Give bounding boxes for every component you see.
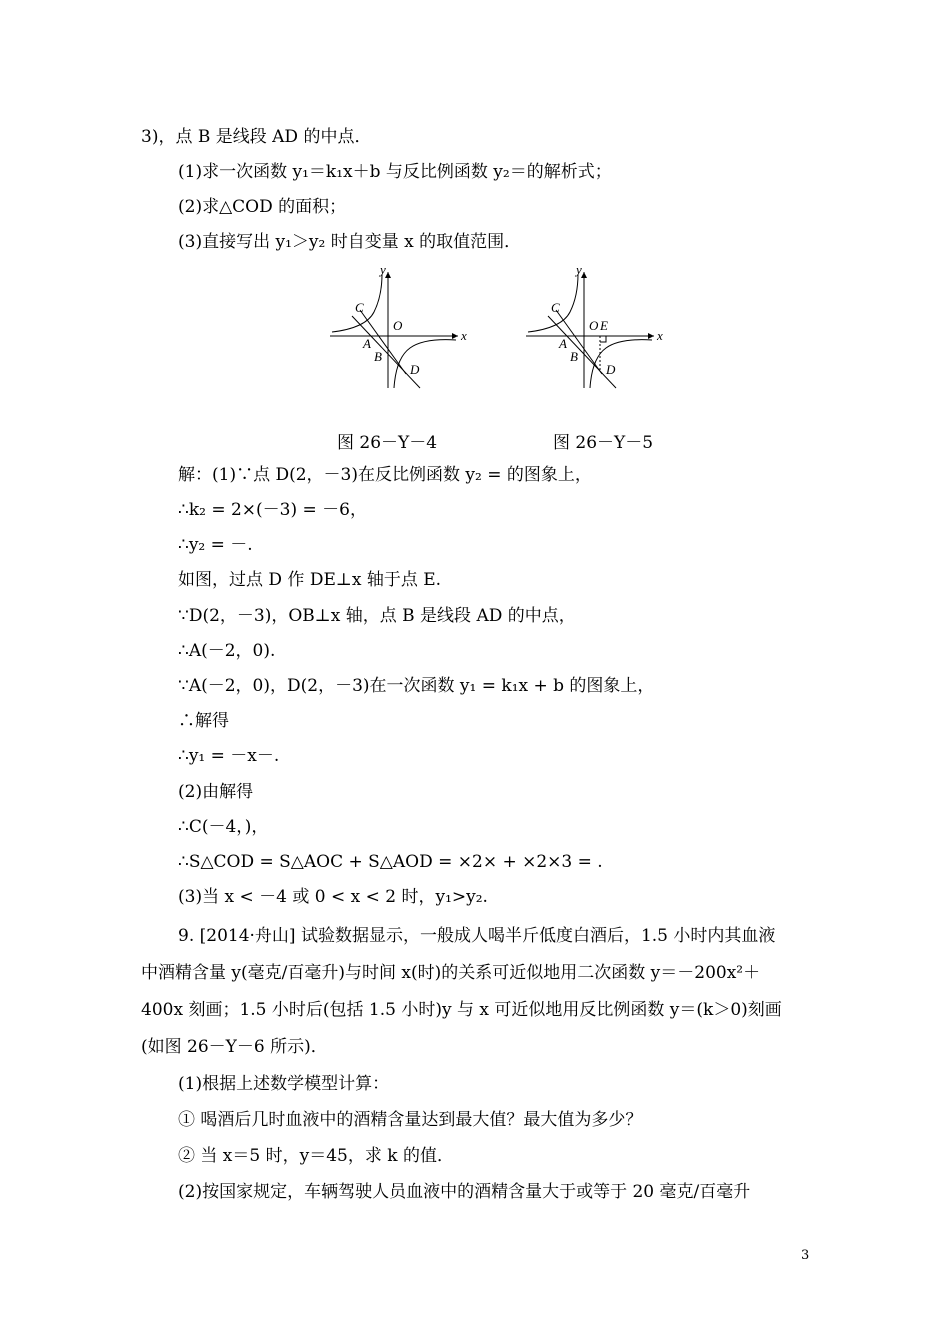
hyperbola-branch-lower bbox=[590, 340, 652, 388]
problem-9-line: (如图 26－Y－6 所示)． bbox=[141, 1037, 328, 1057]
x-axis-arrow bbox=[452, 333, 458, 339]
solution-line: (2)由解得 bbox=[178, 782, 254, 802]
problem-9-line: 400x 刻画；1.5 小时后(包括 1.5 小时)y 与 x 可近似地用反比例函数 y＝(k＞0)刻画 bbox=[141, 1000, 782, 1020]
label-b: B bbox=[374, 349, 382, 364]
label-x: x bbox=[657, 328, 663, 343]
problem-9-line: 中酒精含量 y(毫克/百毫升)与时间 x(时)的关系可近似地用二次函数 y＝－200x²＋ bbox=[141, 963, 761, 983]
text-line: 3)，点 B 是线段 AD 的中点． bbox=[141, 127, 372, 147]
solution-line: ∴解得 bbox=[178, 711, 229, 731]
label-o: O bbox=[589, 318, 599, 333]
y-axis-arrow bbox=[581, 272, 587, 278]
x-axis-arrow bbox=[648, 333, 654, 339]
problem-9: 9. [2014·舟山] 试验数据显示，一般成人喝半斤低度白酒后，1.5 小时内其血液 bbox=[178, 926, 776, 946]
page-number: 3 bbox=[801, 1248, 810, 1263]
label-y: y bbox=[380, 262, 386, 277]
solution-line: ∴C(－4，)， bbox=[178, 817, 269, 837]
line-y1 bbox=[352, 316, 420, 388]
solution-line: ∴A(－2，0). bbox=[178, 641, 276, 661]
label-d: D bbox=[606, 362, 616, 377]
question-3: (3)直接写出 y₁＞y₂ 时自变量 x 的取值范围． bbox=[178, 232, 522, 252]
label-c: C bbox=[355, 300, 364, 315]
label-b: B bbox=[570, 349, 578, 364]
y-axis-arrow bbox=[385, 272, 391, 278]
problem-9-part-2: (2)按国家规定，车辆驾驶人员血液中的酒精含量大于或等于 20 毫克/百毫升 bbox=[178, 1182, 751, 1202]
figure-caption-5: 图 26－Y－5 bbox=[553, 433, 654, 453]
label-x: x bbox=[461, 328, 467, 343]
hyperbola-branch-lower bbox=[394, 340, 456, 388]
solution-line: ∴S△COD = S△AOC + S△AOD = ×2× + ×2×3 = . bbox=[178, 852, 603, 872]
solution-line: ∵D(2，－3)，OB⊥x 轴，点 B 是线段 AD 的中点， bbox=[178, 606, 576, 626]
solution-line: ∴y₁ = －x－. bbox=[178, 746, 280, 766]
label-d: D bbox=[410, 362, 420, 377]
solution-line: ∵A(－2，0)，D(2，－3)在一次函数 y₁ = k₁x + b 的图象上， bbox=[178, 676, 655, 696]
problem-9-part-1: (1)根据上述数学模型计算： bbox=[178, 1074, 390, 1094]
label-a: A bbox=[363, 336, 371, 351]
solution-line: 如图，过点 D 作 DE⊥x 轴于点 E. bbox=[178, 570, 442, 590]
solution-start: 解：(1)∵点 D(2，－3)在反比例函数 y₂ = 的图象上， bbox=[178, 465, 592, 485]
label-e: E bbox=[600, 318, 608, 333]
problem-9-item-1: ① 喝酒后几时血液中的酒精含量达到最大值？最大值为多少？ bbox=[178, 1110, 643, 1130]
question-1: (1)求一次函数 y₁＝k₁x＋b 与反比例函数 y₂＝的解析式； bbox=[178, 162, 612, 182]
solution-line: ∴k₂ = 2×(－3) = －6， bbox=[178, 500, 367, 520]
figure-caption-4: 图 26－Y－4 bbox=[337, 433, 438, 453]
label-o: O bbox=[393, 318, 403, 333]
label-y: y bbox=[576, 262, 582, 277]
solution-line: (3)当 x < －4 或 0 < x < 2 时，y₁>y₂. bbox=[178, 887, 488, 907]
solution-line: ∴y₂ = －. bbox=[178, 535, 253, 555]
label-c: C bbox=[551, 300, 560, 315]
figure-26-y-4 bbox=[322, 262, 472, 392]
question-2: (2)求△COD 的面积； bbox=[178, 197, 347, 217]
figure-26-y-5 bbox=[518, 262, 668, 392]
label-a: A bbox=[559, 336, 567, 351]
problem-9-item-2: ② 当 x＝5 时，y＝45，求 k 的值． bbox=[178, 1146, 454, 1166]
right-angle-mark bbox=[600, 336, 606, 342]
